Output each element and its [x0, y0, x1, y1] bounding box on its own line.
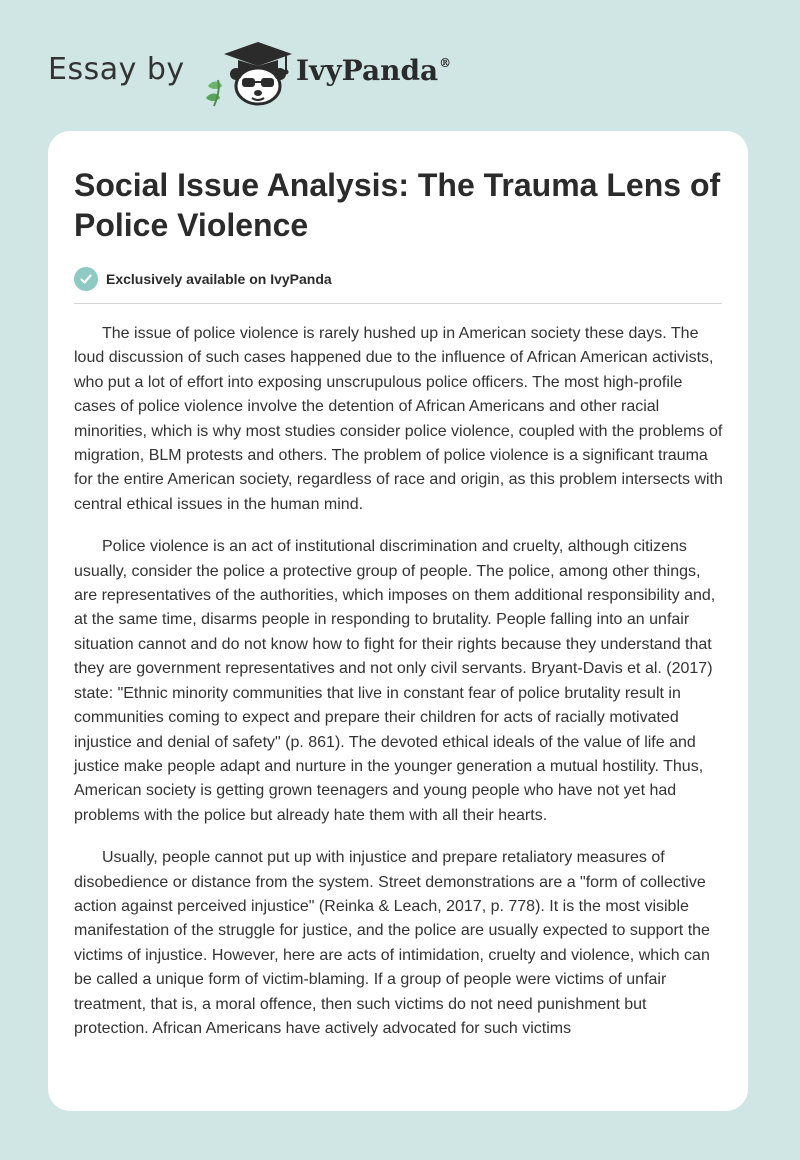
panda-graduate-logo-icon[interactable]: [202, 40, 292, 108]
availability-badge: [74, 265, 722, 293]
availability-text: Exclusively available on IvyPanda: [106, 271, 332, 287]
essay-by-label: Essay by: [48, 52, 185, 87]
site-header: [48, 38, 568, 108]
paragraph: Usually, people cannot put up with injustice and prepare retaliatory measures of disobedience or distance from the system. Street demonstrations are a "form of collective action against perceived injustice" (Reinka & Leach, 2017, p. 778). It is the most visible manifestation of the struggle for justice, and the police are usually expected to support the victims of injustice. However, here are acts of intimidation, cruelty and violence, which can be called a unique form of victim-blaming. If a group of people were victims of unfair treatment, that is, a moral offence, then such victims do not need punishment but protection. African Americans have actively advocated for such victims: [74, 849, 710, 1037]
paragraph: Police violence is an act of institutional discrimination and cruelty, although citizens usually, consider the police a protective group of people. The police, among other things, are representatives of the authorities, which imposes on them additional responsibility and, at the same time, disarms people in responding to brutality. People falling into an unfair situation cannot and do not know how to fight for their rights because they understand that they are government representatives and not only civil servants. Bryant-Davis et al. (2017) state: "Ethnic minority communities that live in constant fear of police brutality result in communities coming to expect and prepare their children for acts of racially motivated injustice and denial of safety" (p. 861). The devoted ethical ideals of the value of life and justice make people adapt and nurture in the younger generation a mutual hostility. Thus, American society is getting grown teenagers and young people who have not yet had problems with the police but already hate them with all their hearts.: [74, 538, 716, 824]
check-icon: [74, 267, 98, 291]
essay-body: [74, 322, 724, 1041]
page-title: Social Issue Analysis: The Trauma Lens of Police Violence: [74, 167, 721, 243]
essay-card: [48, 131, 748, 1111]
divider: [74, 303, 722, 304]
brand-text: IvyPanda: [296, 54, 439, 87]
brand-name[interactable]: [296, 54, 451, 87]
registered-mark: ®: [439, 56, 452, 70]
paragraph: The issue of police violence is rarely hushed up in American society these days. The loud discussion of such cases happened due to the influence of African American activists, who put a lot of effort into exposing unscrupulous police officers. The most high-profile cases of police violence involve the detention of African Americans and other racial minorities, which is why most studies consider police violence, coupled with the problems of migration, BLM protests and others. The problem of police violence is a significant trauma for the entire American society, regardless of race and origin, as this problem intersects with central ethical issues in the human mind.: [74, 325, 723, 513]
